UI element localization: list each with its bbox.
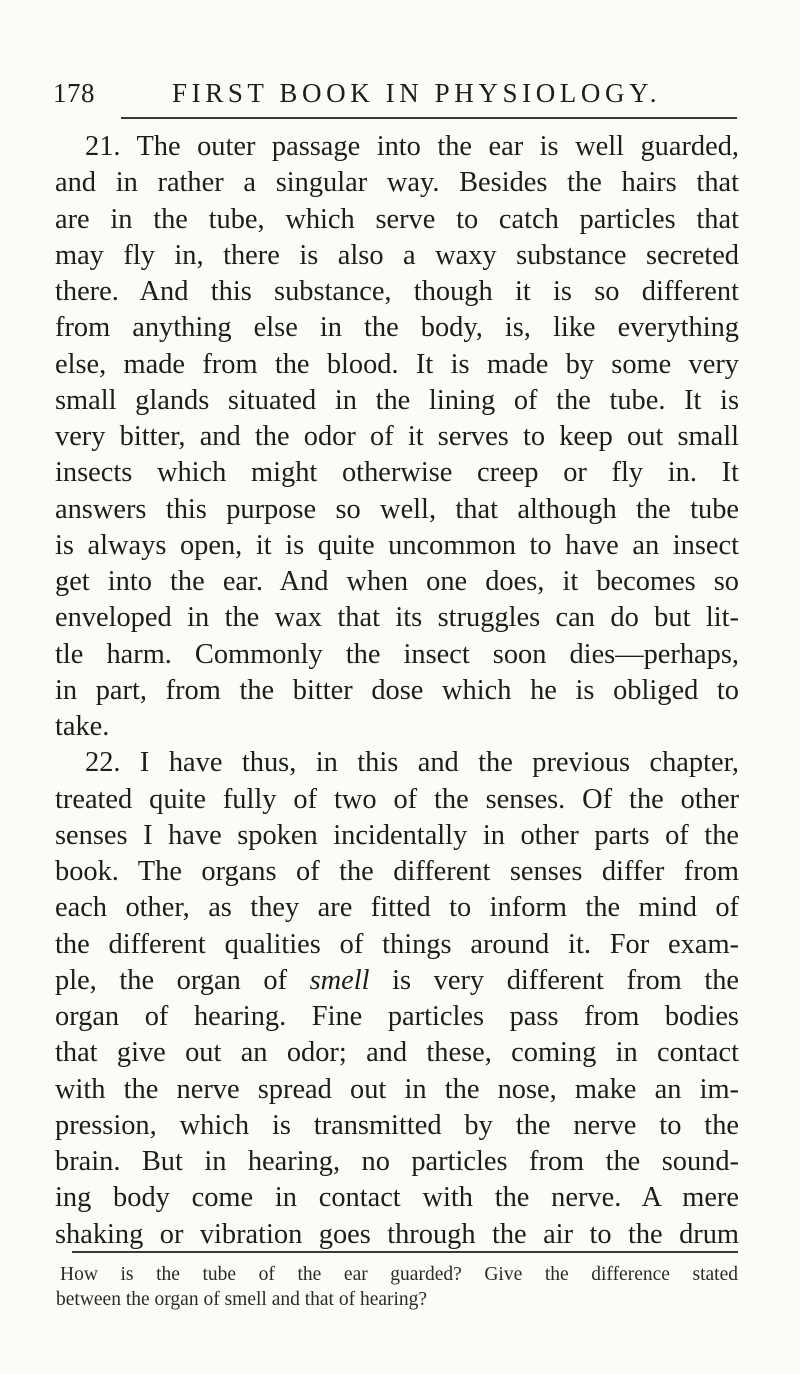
text-line: are in the tube, which serve to catch particles that bbox=[55, 203, 739, 235]
text-line: take. bbox=[55, 711, 110, 742]
text-segment: is very different from the bbox=[369, 964, 739, 996]
text-line: may fly in, there is also a waxy substance secreted bbox=[55, 239, 739, 271]
text-line: answers this purpose so well, that although the tube bbox=[55, 493, 739, 525]
running-head: FIRST BOOK IN PHYSIOLOGY. bbox=[172, 78, 662, 108]
text-line: insects which might otherwise creep or fly in. It bbox=[55, 457, 739, 489]
text-line: brain. But in hearing, no particles from the sound- bbox=[55, 1146, 739, 1177]
footnote-line: How is the tube of the ear guarded? Give the difference stated bbox=[60, 1264, 738, 1285]
text-line: ing body come in contact with the nerve. A mere bbox=[55, 1182, 739, 1214]
text-line: the different qualities of things around it. For exam- bbox=[55, 928, 739, 960]
text-line: senses I have spoken incidentally in other parts of the bbox=[55, 819, 739, 851]
text-line: treated quite fully of two of the senses. Of the other bbox=[55, 783, 739, 815]
body-text bbox=[55, 129, 739, 1253]
text-line: each other, as they are fitted to inform the mind of bbox=[55, 892, 739, 924]
emphasized-word: smell bbox=[309, 964, 370, 996]
text-line: book. The organs of the different senses differ from bbox=[55, 856, 739, 887]
text-line: there. And this substance, though it is so different bbox=[55, 276, 739, 307]
text-line: else, made from the blood. It is made by some very bbox=[55, 348, 739, 380]
text-line: and in rather a singular way. Besides the hairs that bbox=[55, 167, 739, 199]
text-line-with-emphasis bbox=[55, 963, 739, 999]
text-line: very bitter, and the odor of it serves to keep out small bbox=[55, 421, 739, 452]
text-line: small glands situated in the lining of the tube. It is bbox=[55, 384, 739, 416]
footnote-rule bbox=[72, 1251, 738, 1253]
text-line: 22. I have thus, in this and the previous chapter, bbox=[85, 747, 739, 779]
text-line: tle harm. Commonly the insect soon dies—perhaps, bbox=[55, 638, 739, 670]
text-line: get into the ear. And when one does, it becomes so bbox=[55, 566, 739, 597]
text-line: that give out an odor; and these, coming in contact bbox=[55, 1037, 739, 1069]
footnote-line: between the organ of smell and that of hearing? bbox=[56, 1289, 428, 1310]
text-line: is always open, it is quite uncommon to have an insect bbox=[55, 529, 739, 561]
text-line: shaking or vibration goes through the air to the drum bbox=[55, 1218, 739, 1250]
page-header bbox=[53, 78, 743, 112]
header-rule bbox=[121, 117, 737, 119]
text-line: in part, from the bitter dose which he is obliged to bbox=[55, 674, 739, 706]
text-line: from anything else in the body, is, like everything bbox=[55, 312, 739, 344]
text-line: pression, which is transmitted by the nerve to the bbox=[55, 1109, 739, 1141]
page-number: 178 bbox=[53, 78, 95, 108]
text-line: organ of hearing. Fine particles pass from bodies bbox=[55, 1001, 739, 1032]
text-line: enveloped in the wax that its struggles can do but lit- bbox=[55, 602, 739, 634]
text-line: 21. The outer passage into the ear is well guarded, bbox=[85, 131, 739, 162]
text-line: with the nerve spread out in the nose, make an im- bbox=[55, 1073, 739, 1105]
text-segment: ple, the organ of bbox=[55, 964, 310, 996]
footnote-questions bbox=[56, 1262, 738, 1312]
